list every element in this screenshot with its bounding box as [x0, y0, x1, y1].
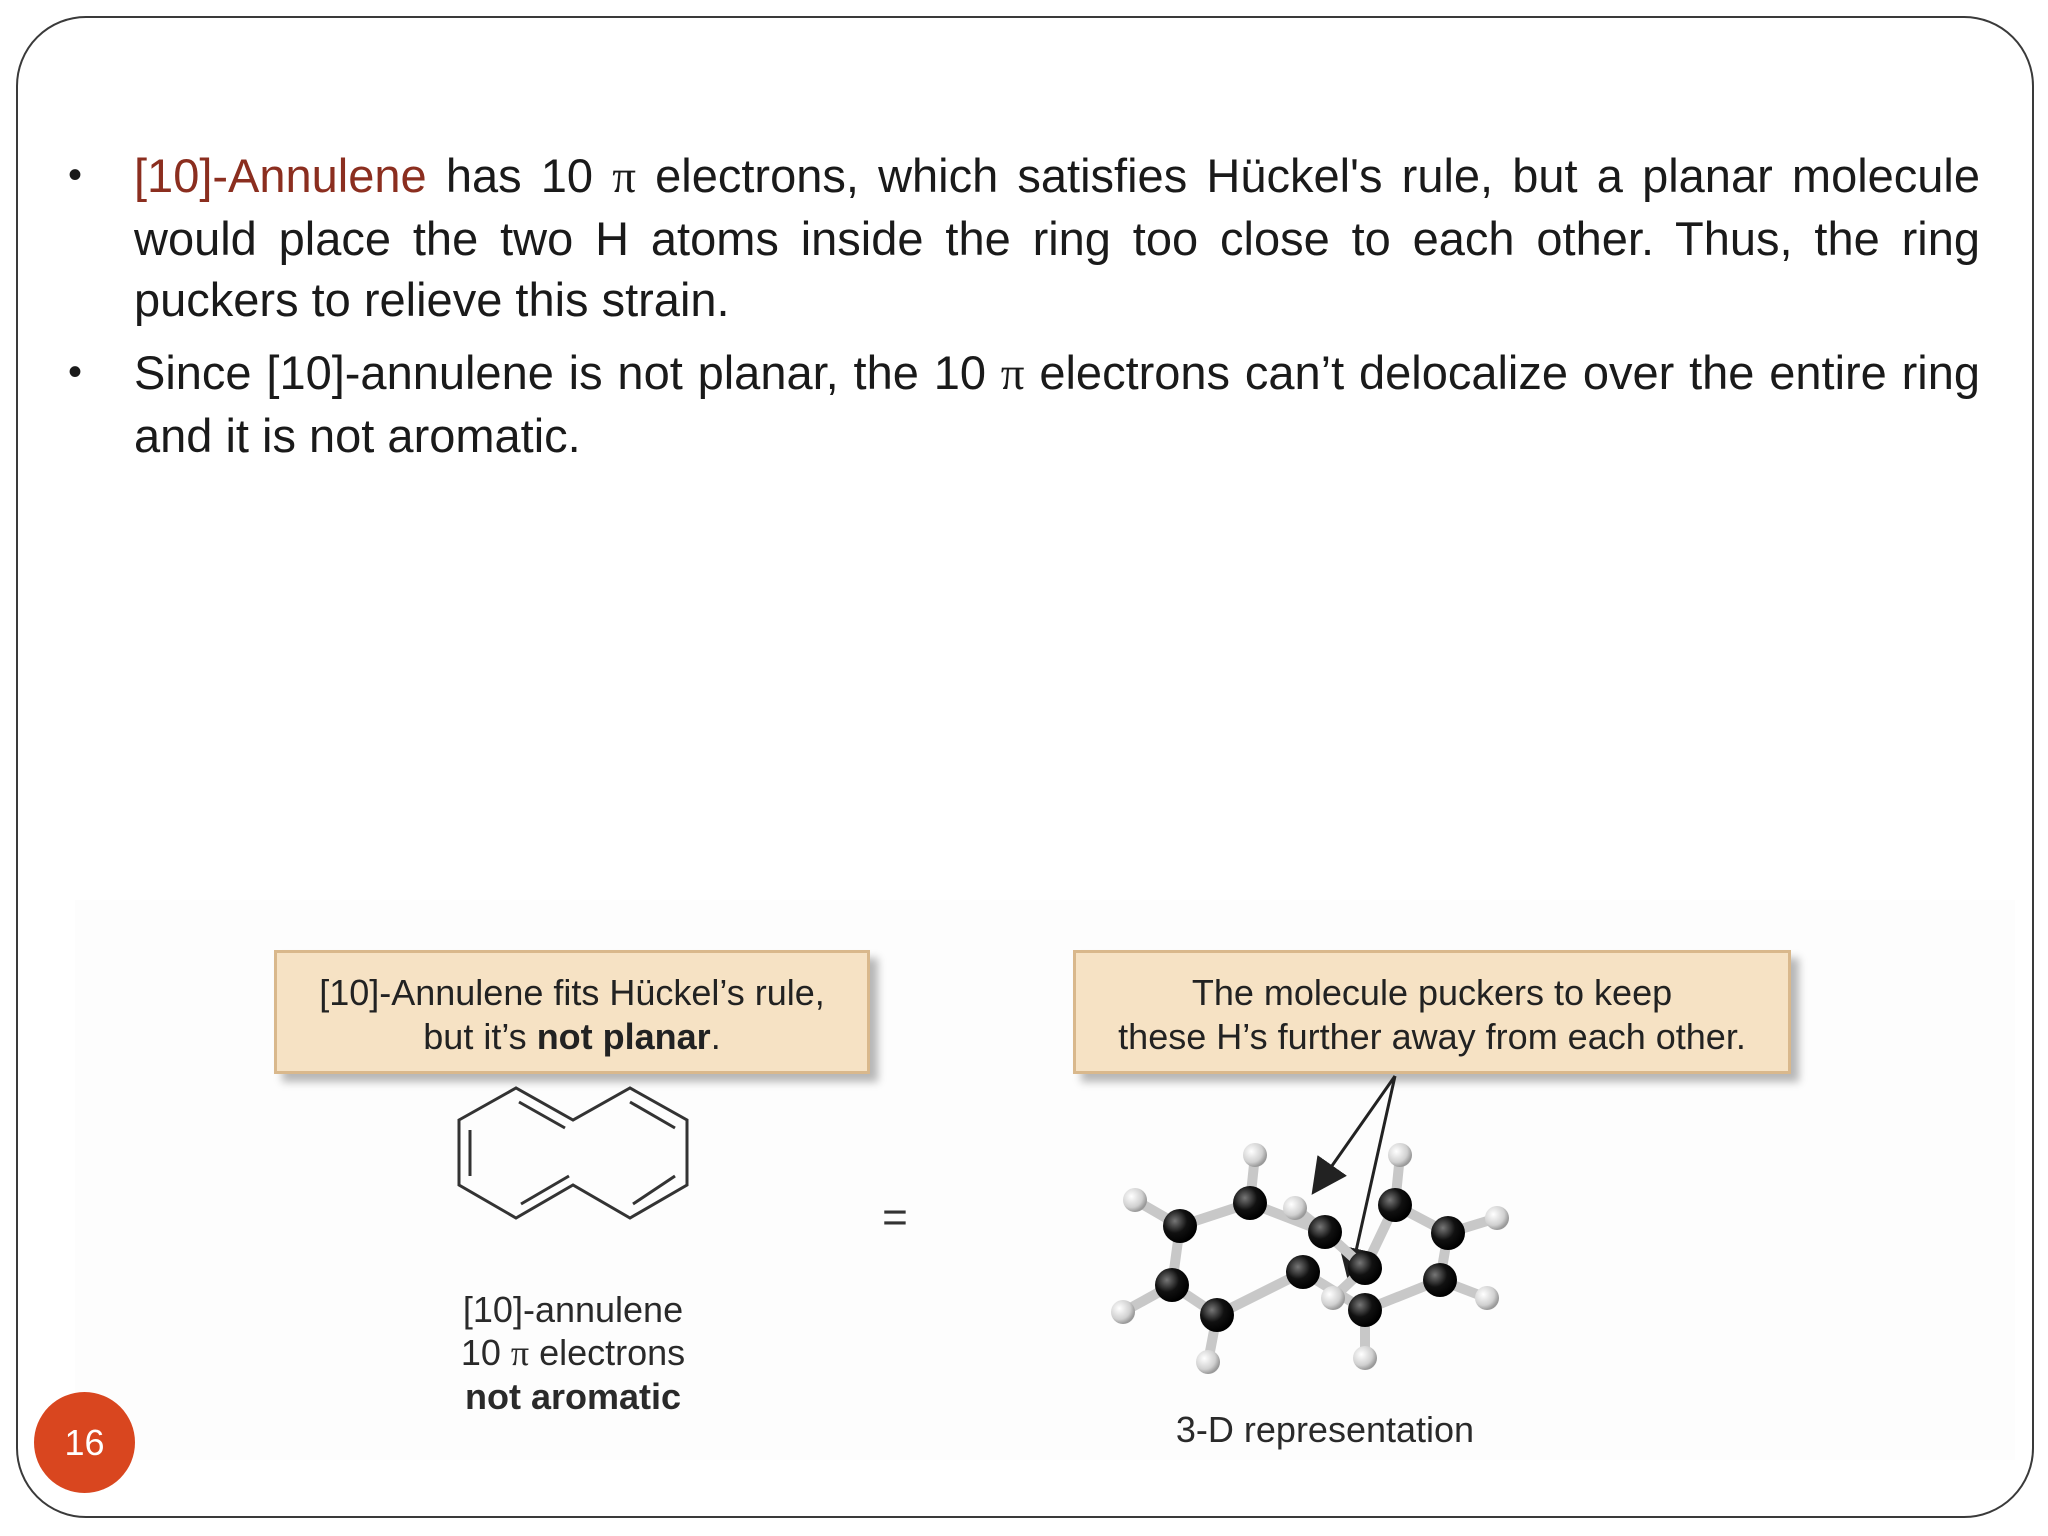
carbon-atom	[1200, 1298, 1234, 1332]
ball-and-stick-model	[1111, 1143, 1509, 1374]
hydrogen-atom	[1283, 1196, 1307, 1220]
hydrogen-atom	[1243, 1143, 1267, 1167]
figure-drawing	[75, 900, 2015, 1460]
highlight-term: [10]-Annulene	[134, 149, 427, 202]
structure-caption	[433, 1288, 713, 1418]
hydrogen-atom	[1475, 1286, 1499, 1310]
hydrogen-atom	[1111, 1300, 1135, 1324]
pi-symbol: π	[1000, 348, 1025, 400]
double-bond	[633, 1176, 675, 1204]
carbon-atom	[1155, 1268, 1189, 1302]
carbon-atom	[1431, 1216, 1465, 1250]
hydrogen-atom	[1485, 1206, 1509, 1230]
hydrogen-atom	[1321, 1286, 1345, 1310]
bullet-1-text-b: electrons, which satisfies Hückel's rule, but a planar molecule would place the two H atoms inside the ring too close to each other. Thus, the ring puckers to relieve this strain.	[134, 149, 1981, 326]
carbon-atom	[1233, 1186, 1267, 1220]
annulene-figure	[75, 900, 2015, 1460]
carbon-atom	[1286, 1255, 1320, 1289]
compound-name: [10]-annulene	[462, 1289, 684, 1330]
bullet-2-text-b: electrons can’t delocalize over the entire ring and it is not aromatic.	[134, 346, 1980, 462]
carbon-atoms	[1155, 1186, 1465, 1332]
page-number-badge: 16	[34, 1392, 135, 1493]
carbon-atom	[1378, 1188, 1412, 1222]
not-planar-emphasis: not planar	[536, 1016, 711, 1057]
equals-sign: =	[882, 1193, 908, 1242]
left-callout-line2: but it’s not planar.	[423, 1016, 721, 1057]
aromatic-status: not aromatic	[464, 1376, 682, 1417]
double-bond	[630, 1102, 675, 1128]
right-callout-line2: these H’s further away from each other.	[1118, 1016, 1746, 1057]
bullet-dot: •	[68, 350, 83, 394]
right-callout-line1: The molecule puckers to keep	[1191, 972, 1673, 1013]
annulene-ring	[459, 1088, 687, 1218]
pi-symbol: π	[612, 151, 636, 203]
hydrogen-atom	[1196, 1350, 1220, 1374]
carbon-atom	[1348, 1293, 1382, 1327]
bullet-1-text-a: has 10	[426, 149, 613, 202]
hydrogen-atom	[1353, 1346, 1377, 1370]
carbon-atom	[1348, 1251, 1382, 1285]
model-caption: 3-D representation	[1175, 1409, 1475, 1450]
bullet-2-text-a: Since [10]-annulene is not planar, the 10	[134, 346, 1001, 399]
carbon-atom	[1423, 1263, 1457, 1297]
bullet-1	[68, 145, 1980, 330]
double-bond	[519, 1102, 565, 1128]
carbon-atom	[1308, 1215, 1342, 1249]
hydrogen-atom	[1123, 1188, 1147, 1212]
bullet-2	[68, 342, 1980, 466]
bullet-dot: •	[68, 153, 83, 197]
bullet-list	[68, 145, 1980, 478]
electron-count: 10 π electrons	[460, 1332, 686, 1373]
hydrogen-atom	[1388, 1143, 1412, 1167]
carbon-atom	[1163, 1209, 1197, 1243]
left-callout-line1: [10]-Annulene fits Hückel’s rule,	[319, 972, 825, 1013]
skeletal-structure	[459, 1088, 687, 1218]
